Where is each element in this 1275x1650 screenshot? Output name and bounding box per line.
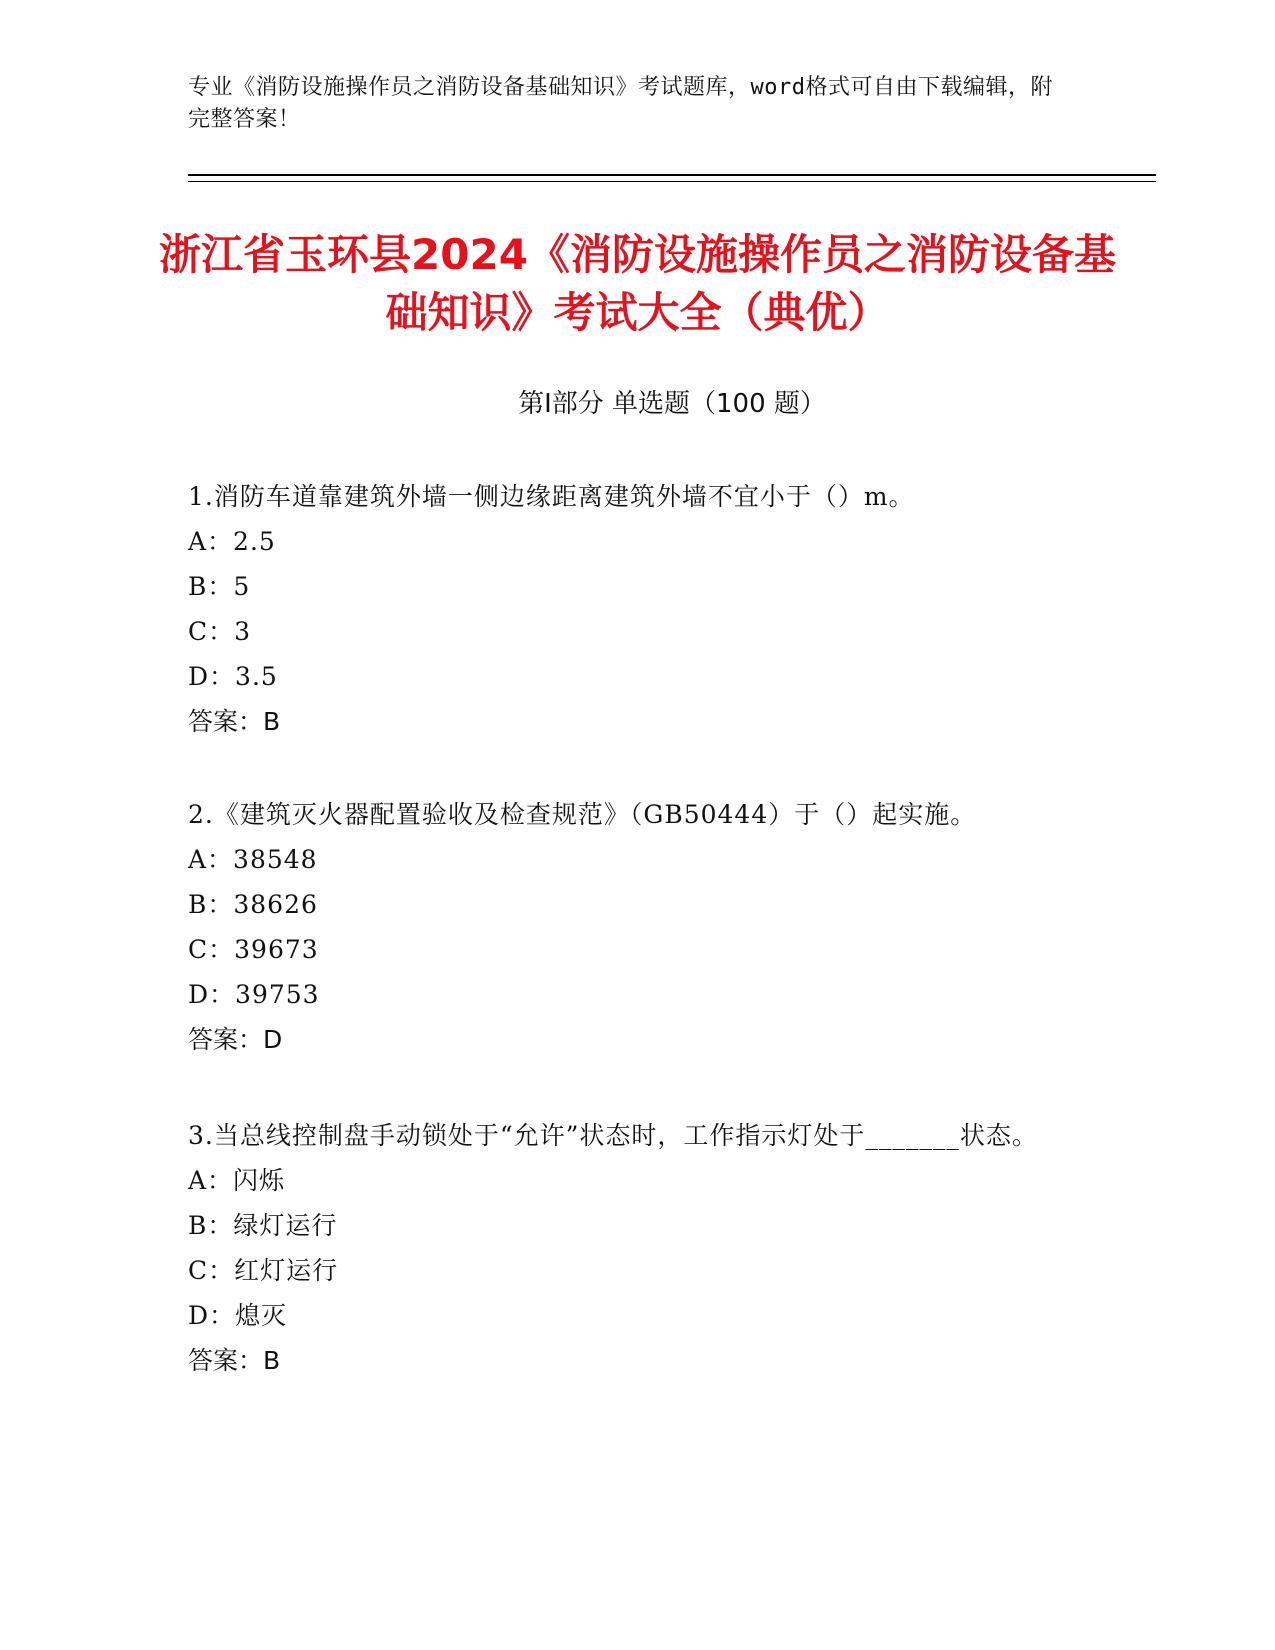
answer: 答案：B [188, 1346, 281, 1375]
option-b: B：38626 [188, 890, 318, 919]
answer: 答案：B [188, 707, 281, 736]
question-stem: 2.《建筑灭火器配置验收及检查规范》（GB50444）于（）起实施。 [188, 800, 977, 829]
option-a: A：闪烁 [188, 1166, 286, 1195]
option-c: C：3 [188, 617, 252, 646]
question-stem: 1.消防车道靠建筑外墙一侧边缘距离建筑外墙不宜小于（）m。 [188, 482, 915, 511]
section-title: 第Ⅰ部分 单选题（100 题） [518, 389, 826, 419]
question-3 [188, 1114, 1068, 1383]
answer: 答案：D [188, 1025, 283, 1054]
option-a: A：38548 [188, 845, 318, 874]
option-d: D：39753 [188, 980, 320, 1009]
header-note: 专业《消防设施操作员之消防设备基础知识》考试题库，word格式可自由下载编辑，附完整答案！ [188, 75, 1053, 132]
option-d: D：熄灭 [188, 1301, 288, 1330]
option-c: C：39673 [188, 935, 319, 964]
option-b: B：5 [188, 572, 251, 601]
question-stem: 3.当总线控制盘手动锁处于“允许”状态时，工作指示灯处于_______状态。 [188, 1121, 1038, 1150]
option-a: A：2.5 [188, 527, 276, 556]
option-d: D：3.5 [188, 662, 278, 691]
question-1 [188, 475, 1068, 744]
option-c: C：红灯运行 [188, 1256, 339, 1285]
option-b: B：绿灯运行 [188, 1211, 338, 1240]
header-divider-thin [188, 181, 1156, 182]
header-divider-thick [188, 174, 1156, 176]
document-title: 浙江省玉环县2024《消防设施操作员之消防设备基础知识》考试大全（典优） [159, 230, 1116, 337]
question-2 [188, 793, 1068, 1062]
